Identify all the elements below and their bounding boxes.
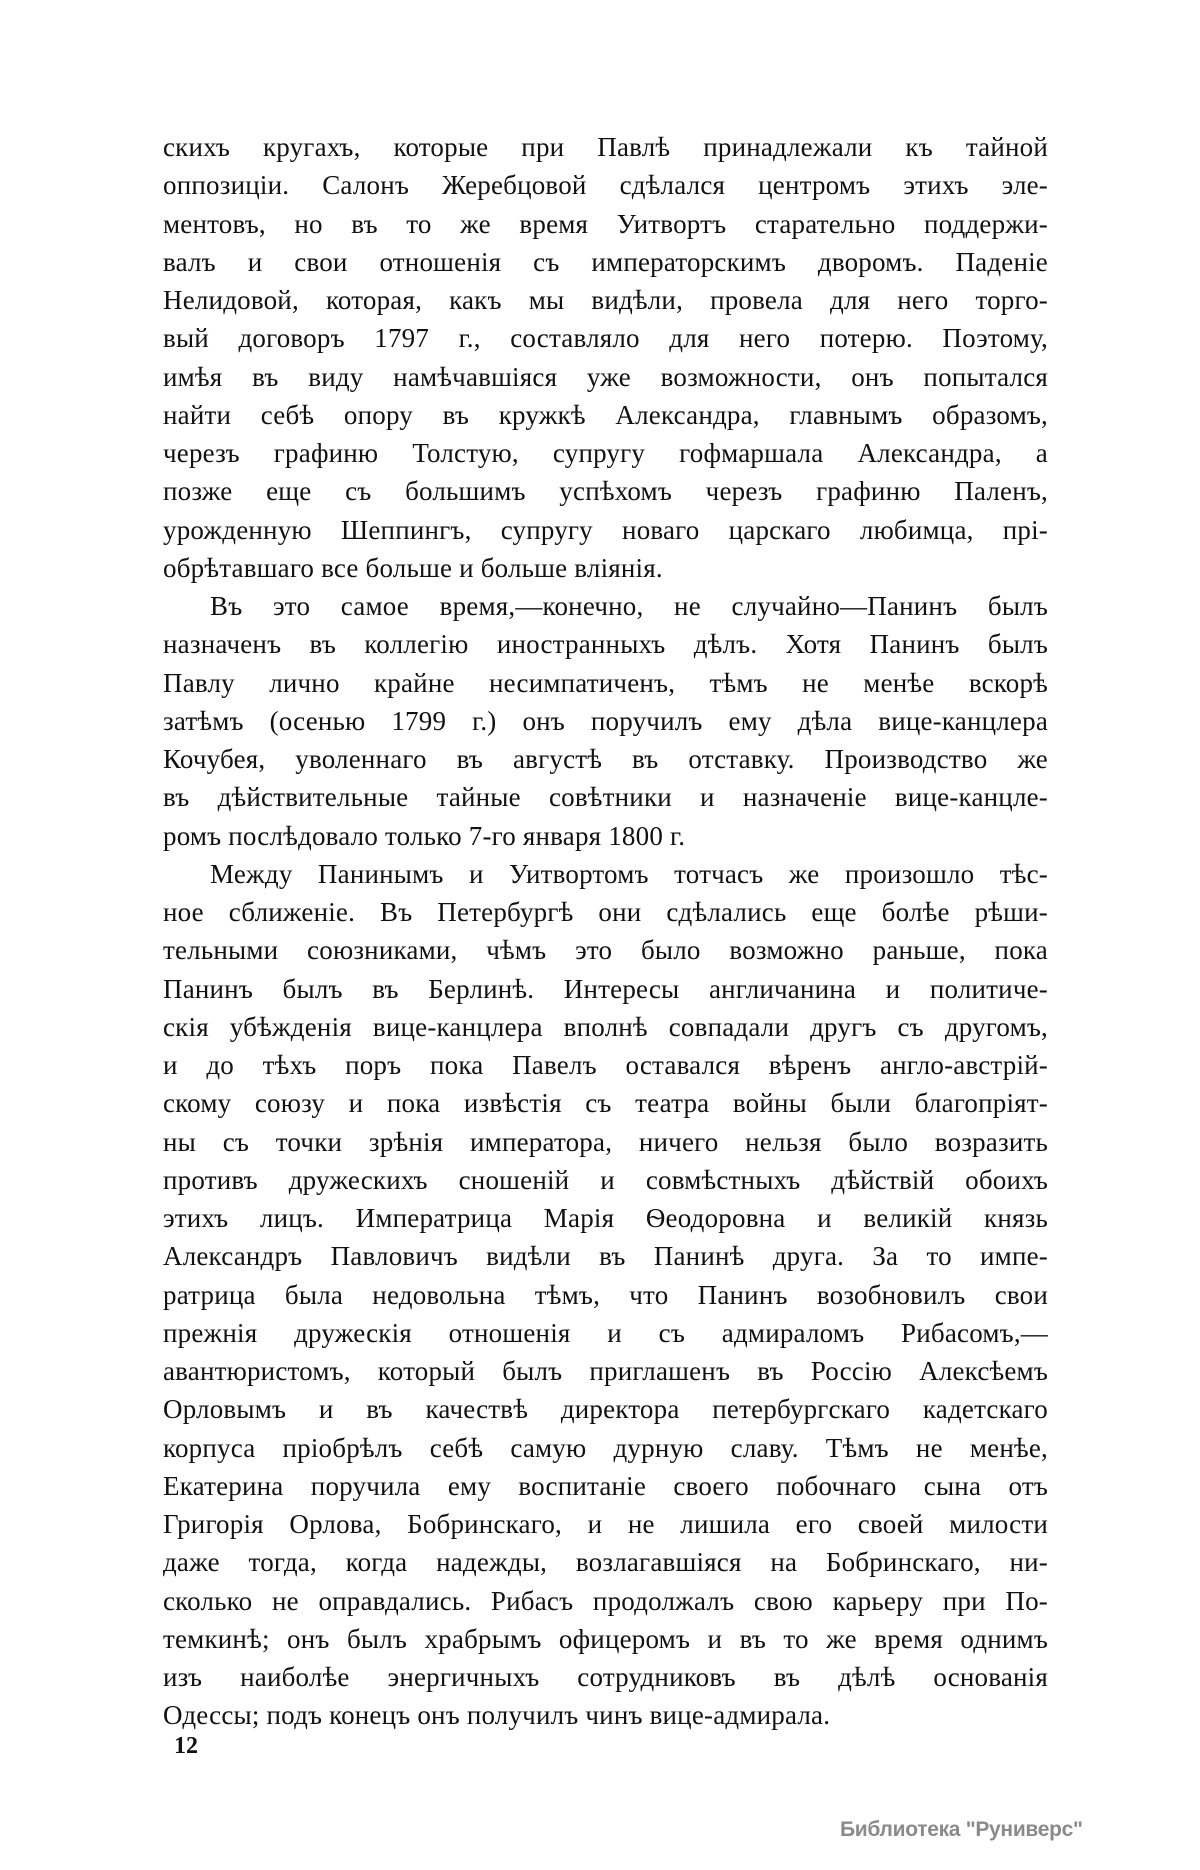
text-line: ментовъ, но въ то же время Уитвортъ старательно поддержи- — [163, 208, 1048, 239]
text-line: ромъ послѣдовало только 7-го января 1800 г. — [163, 820, 686, 851]
text-line: Екатерина поручила ему воспитаніе своего побочнаго сына отъ — [163, 1470, 1048, 1501]
text-line: черезъ графиню Толстую, супругу гофмаршала Александра, а — [163, 438, 1048, 468]
page-number: 12 — [174, 1733, 198, 1759]
text-line: Одессы; подъ конецъ онъ получилъ чинъ вице-адмирала. — [163, 1700, 831, 1731]
text-line: изъ наиболѣе энергичныхъ сотрудниковъ въ дѣлѣ основанія — [163, 1662, 1048, 1692]
text-line: скія убѣжденія вице-канцлера вполнѣ совпадали другъ съ другомъ, — [163, 1011, 1048, 1042]
text-line: и до тѣхъ поръ пока Павелъ оставался вѣренъ англо-австрій- — [163, 1050, 1048, 1080]
page-body — [163, 128, 1048, 1735]
text-line: Въ это самое время,—конечно, не случайно—Панинъ былъ — [210, 591, 1048, 621]
text-line: Нелидовой, которая, какъ мы видѣли, провела для него торго- — [163, 285, 1048, 315]
text-line: ны съ точки зрѣнія императора, ничего нельзя было возразить — [163, 1126, 1048, 1157]
text-line: корпуса пріобрѣлъ себѣ самую дурную славу. Тѣмъ не менѣе, — [163, 1432, 1048, 1463]
text-line: вый договоръ 1797 г., составляло для него потерю. Поэтому, — [163, 323, 1048, 354]
text-line: этихъ лицъ. Императрица Марія Ѳеодоровна и великій князь — [163, 1203, 1048, 1233]
paragraph — [163, 855, 1048, 1735]
paragraph — [163, 587, 1048, 855]
text-line: Александръ Павловичъ видѣли въ Панинѣ друга. За то импе- — [163, 1241, 1048, 1272]
text-line: назначенъ въ коллегію иностранныхъ дѣлъ. Хотя Панинъ былъ — [163, 629, 1048, 660]
text-line: прежнія дружескія отношенія и съ адмираломъ Рибасомъ,— — [163, 1317, 1048, 1348]
text-line: оппозиціи. Салонъ Жеребцовой сдѣлался центромъ этихъ эле- — [163, 170, 1048, 201]
text-line: Между Панинымъ и Уитвортомъ тотчасъ же произошло тѣс- — [210, 858, 1048, 889]
text-line: позже еще съ большимъ успѣхомъ черезъ графиню Паленъ, — [163, 476, 1048, 507]
text-line: Орловымъ и въ качествѣ директора петербургскаго кадетскаго — [163, 1394, 1048, 1425]
text-line: тельными союзниками, чѣмъ это было возможно раньше, пока — [163, 935, 1048, 966]
text-line: урожденную Шеппингъ, супругу новаго царскаго любимца, прі- — [163, 514, 1048, 545]
text-line: Кочубея, уволеннаго въ августѣ въ отставку. Производство же — [163, 744, 1048, 774]
text-line: ное сближеніе. Въ Петербургѣ они сдѣлались еще болѣе рѣши- — [163, 897, 1048, 927]
text-line: скому союзу и пока извѣстія съ театра войны были благопріят- — [163, 1088, 1048, 1119]
text-line: валъ и свои отношенія съ императорскимъ дворомъ. Паденіе — [163, 246, 1048, 277]
text-line: затѣмъ (осенью 1799 г.) онъ поручилъ ему дѣла вице-канцлера — [163, 705, 1048, 736]
text-line: Павлу лично крайне несимпатиченъ, тѣмъ не менѣе вскорѣ — [163, 667, 1048, 698]
text-line: авантюристомъ, который былъ приглашенъ въ Россію Алексѣемъ — [163, 1356, 1048, 1386]
text-line: обрѣтавшаго все больше и больше вліянія. — [163, 552, 663, 583]
text-line: противъ дружескихъ сношеній и совмѣстныхъ дѣйствій обоихъ — [163, 1164, 1048, 1195]
text-line: имѣя въ виду намѣчавшіяся уже возможности, онъ попытался — [163, 361, 1048, 392]
text-line: сколько не оправдались. Рибасъ продолжалъ свою карьеру при По- — [163, 1585, 1048, 1616]
library-watermark: Библиотека "Руниверс" — [840, 1818, 1083, 1841]
text-line: найти себѣ опору въ кружкѣ Александра, главнымъ образомъ, — [163, 399, 1048, 430]
text-line: въ дѣйствительные тайные совѣтники и назначеніе вице-канцле- — [163, 782, 1048, 813]
text-line: Григорія Орлова, Бобринскаго, и не лишила его своей милости — [163, 1509, 1048, 1539]
paragraph — [163, 128, 1048, 587]
text-line: даже тогда, когда надежды, возлагавшіяся на Бобринскаго, ни- — [163, 1547, 1048, 1578]
text-line: скихъ кругахъ, которые при Павлѣ принадлежали къ тайной — [163, 132, 1048, 162]
text-line: темкинѣ; онъ былъ храбрымъ офицеромъ и въ то же время однимъ — [163, 1623, 1048, 1654]
text-line: ратрица была недовольна тѣмъ, что Панинъ возобновилъ свои — [163, 1279, 1048, 1310]
text-line: Панинъ былъ въ Берлинѣ. Интересы англичанина и политиче- — [163, 973, 1048, 1004]
